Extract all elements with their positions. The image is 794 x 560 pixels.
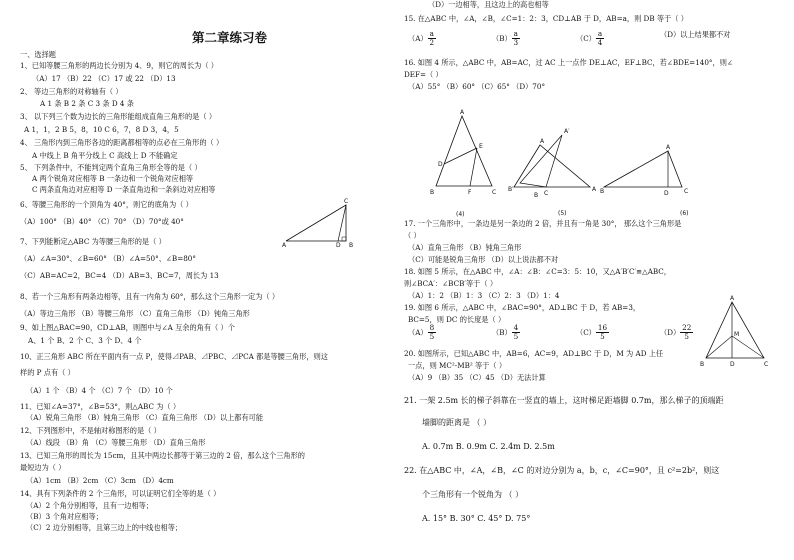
fraction-option — [576, 30, 604, 47]
question-line: （A）1：2 （B）1：3 （C）2：3 （D）1：4 — [408, 291, 560, 300]
question-line: 9、如上图△BAC=90，CD⊥AB，则图中与∠A 互余的角有（ ）个 — [20, 323, 235, 332]
question-line: 15. 在△ABC 中，∠A，∠B，∠C=1：2：3，CD⊥AB 于 D，AB=a，则 DB 等于（ ） — [404, 14, 688, 23]
fraction-option — [492, 30, 520, 47]
fig-label: E — [479, 143, 483, 150]
fig-label: B′ — [508, 186, 514, 193]
question-line: （C）AB=AC=2，BC=4 （D）AB=3、BC=7，周长为 13 — [20, 271, 219, 280]
figure-4 — [430, 108, 500, 218]
fraction-option — [576, 324, 609, 341]
fig-label: C — [684, 188, 689, 195]
q22-line1: 22. 在△ABC 中，∠A，∠B，∠C 的对边分别为 a，b，c，∠C=90°，且 c²=2b²，则这 — [404, 466, 720, 475]
denominator: 5 — [513, 332, 519, 341]
fig-label: A — [592, 186, 597, 193]
question-line: （A）等边三角形 （B）等腰三角形 （C）直角三角形 （D）钝角三角形 — [20, 309, 250, 318]
figure-4-label: (4) — [456, 211, 465, 218]
figure-6-label: (6) — [680, 210, 689, 217]
fig-label: D — [336, 242, 341, 249]
q22-line2: 个三角形有一个锐角为 （ ） — [422, 490, 524, 499]
fig-label: C — [344, 198, 349, 205]
denominator: 5 — [429, 332, 435, 341]
question-line: C 两条直角边对应相等 D 一条直角边和一条斜边对应相等 — [32, 185, 216, 194]
question-line: DEF=（ ） — [404, 70, 443, 79]
question-line: 最短边为（ ） — [20, 463, 66, 472]
numerator: 16 — [597, 323, 608, 332]
page-title: 第二章练习卷 — [192, 30, 268, 45]
fraction — [596, 324, 609, 341]
question-line: 16. 如图 4 所示，△ABC 中，AB=AC，过 AC 上一点作 DE⊥AC，EF⊥BC，若∠BDE=140°，则∠ — [404, 58, 733, 67]
fig-label: C — [544, 190, 549, 197]
fig-label: B — [600, 188, 605, 195]
denominator: 4 — [597, 38, 603, 47]
question-line: 则∠BCA′：∠BCB′等于（ ） — [404, 279, 498, 288]
q6-figure — [282, 198, 392, 248]
figure-5 — [508, 125, 598, 220]
fraction — [596, 30, 604, 47]
question-line: （A）1 个 （B）4 个 （C）7 个 （D）10 个 — [26, 386, 173, 395]
question-line: 10、正三角形 ABC 所在平面内有一点 P，使得⊿PAB、⊿PBC、⊿PCA 都是等腰三角形，则这 — [20, 352, 328, 361]
fig-label: D — [730, 361, 735, 368]
fig-label: M — [734, 331, 740, 338]
figure-5-label: (5) — [558, 210, 567, 217]
question-line: （C）2 边分别相等，且第三边上的中线也相等； — [26, 523, 183, 532]
question-line: 样的 P 点有（ ） — [20, 368, 75, 377]
question-line: A 1，1，2 B 5，8，10 C 6，7，8 D 3，4，5 — [24, 125, 179, 134]
fraction — [512, 30, 520, 47]
question-line: 13、已知三角形的周长为 15cm，且其中两边长都等于第三边的 2 倍，那么这个三角形的 — [20, 451, 305, 460]
fig-label: A — [730, 295, 735, 302]
q21-line1: 21. 一架 2.5m 长的梯子斜靠在一竖直的墙上，这时梯足距墙脚 0.7m，那么梯子的顶端距 — [404, 396, 724, 405]
question-line: 4、 三角形内到三角形各边的距离都相等的点必在三角形的（ ） — [20, 138, 224, 147]
question-line: A 中线上 B 角平分线上 C 高线上 D 不能确定 — [32, 151, 178, 160]
question-line: 19. 如图 6 所示，△ABC 中，∠BAC=90°，AD⊥BC 于 D，若 AB=3， — [404, 303, 641, 312]
question-line: A 两个锐角对应相等 B 一条边和一个锐角对应相等 — [32, 174, 194, 183]
question-line: 3、 以下列三个数为边长的三角形能组成直角三角形的是（ ） — [20, 112, 217, 121]
fig-label: A — [282, 242, 287, 249]
numerator: 8 — [429, 323, 435, 332]
question-line: （A）1cm （B）2cm （C）3cm （D）4cm — [26, 476, 174, 485]
option-label: （A） — [408, 328, 428, 337]
question-line: 17. 一个三角形中，一条边是另一条边的 2 倍，并且有一角是 30°， 那么这个三角形是 — [404, 219, 682, 228]
option-label: （D） — [660, 328, 681, 337]
q22-options: A. 15° B. 30° C. 45° D. 75° — [422, 514, 531, 523]
question-line: 11、已知∠A=37°，∠B=53°，则△ABC 为（ ） — [20, 402, 181, 411]
option-label: （B） — [492, 328, 512, 337]
question-line: A、1 个 B、2 个 C、3 个 D、4 个 — [28, 336, 142, 345]
question-line: BC=5，则 DC 的长度是（ ） — [408, 315, 506, 324]
figure-6 — [600, 145, 700, 220]
question-line: 12、下列图形中，不是轴对称图形的是（ ） — [20, 426, 161, 435]
question-line: 1、已知等腰三角形的两边长分别为 4、9，则它的周长为（ ） — [20, 61, 218, 70]
fraction-option — [660, 30, 730, 39]
fig-label: A — [666, 144, 671, 151]
fig-label: B — [349, 242, 354, 249]
question-line: 2、 等边三角形的对称轴有（ ） — [20, 87, 123, 96]
fig-label: B — [430, 189, 435, 196]
question-line: （C）可能是锐角三角形 （D）以上说法都不对 — [408, 255, 559, 264]
question-line: 20. 如图所示，已知△ABC 中，AB=6，AC=9，AD⊥BC 于 D，M 为 AD 上任 — [404, 349, 664, 358]
question-line: （D）一边相等，且这边上的高也相等 — [428, 0, 549, 9]
numerator: a — [429, 29, 434, 38]
fig-label: F — [468, 189, 472, 196]
section-heading: 一、选择题 — [20, 50, 56, 59]
question-line: （A）17 （B）22 （C）17 或 22 （D）13 — [32, 74, 176, 83]
fig-label: D — [438, 161, 443, 168]
question-line: （A）55° （B）60° （C）65° （D）70° — [408, 82, 546, 91]
fig-label: A′ — [564, 128, 570, 135]
fraction-option — [492, 324, 520, 341]
question-line: （A）线段 （B）角 （C）等腰三角形 （D）直角三角形 — [26, 438, 206, 447]
numerator: a — [597, 29, 603, 38]
q21-options: A. 0.7m B. 0.9m C. 2.4m D. 2.5m — [422, 442, 555, 451]
question-line: （A）100° （B）40° （C）70° （D）70°或 40° — [20, 217, 184, 226]
fig-label: A — [460, 109, 465, 116]
denominator: 5 — [684, 332, 689, 341]
numerator: a — [513, 29, 518, 38]
fig-label: B — [534, 192, 539, 199]
question-line: （A）直角三角形 （B）钝角三角形 — [408, 243, 522, 252]
fraction — [428, 324, 437, 341]
question-line: 6、等腰三角形的一个顶角为 40°，则它的底角为（ ） — [20, 200, 193, 209]
fig-label: D — [664, 190, 669, 197]
question-line: 8、若一个三角形有两条边相等，且有一内角为 60°，那么这个三角形一定为（ ） — [20, 292, 280, 301]
option-label: （A） — [408, 34, 428, 43]
denominator: 5 — [600, 332, 605, 341]
fig-label: C — [492, 189, 497, 196]
numerator: 4 — [513, 323, 519, 332]
question-line: （A）锐角三角形 （B）钝角三角形 （C）直角三角形 （D）以上都有可能 — [26, 413, 264, 422]
question-line: （B）3 个角对应相等； — [26, 512, 103, 521]
question-line: （A）9 （B）35 （C）45 （D）无法计算 — [408, 373, 546, 382]
fraction-option — [408, 324, 436, 341]
fraction — [428, 30, 436, 47]
q20-figure — [700, 296, 770, 368]
question-line: （A）∠A=30°、∠B=60° （B）∠A=50°、∠B=80° — [20, 254, 196, 263]
fig-label: B — [700, 361, 705, 368]
question-line: 18. 如图 5 所示，在△ABC 中，∠A：∠B：∠C=3：5：10，又△A′B′C′≌△ABC， — [404, 267, 671, 276]
fig-label: C — [764, 361, 769, 368]
question-line: 一点，则 MC²-MB² 等于（ ） — [408, 361, 507, 370]
fraction — [512, 324, 521, 341]
fraction-option — [408, 30, 436, 47]
denominator: 3 — [513, 38, 519, 47]
question-line: （A）2 个角分别相等，且有一边相等； — [26, 501, 154, 510]
option-label: （B） — [492, 34, 512, 43]
option-label: （D）以上结果都不对 — [660, 30, 731, 39]
question-line: 5、 下列条件中，不能判定两个直角三角形全等的是（ ） — [20, 163, 202, 172]
option-label: （C） — [576, 328, 596, 337]
numerator: 22 — [682, 323, 692, 332]
question-line: 14、具有下列条件的 2 个三角形，可以证明它们全等的是（ ） — [20, 489, 221, 498]
fraction — [680, 324, 693, 341]
denominator: 2 — [429, 38, 435, 47]
fraction-option — [660, 324, 693, 341]
fig-label: A — [540, 138, 545, 145]
question-line: 7、下列能断定△ABC 为等腰三角形的是（ ） — [20, 237, 166, 246]
question-line: （ ） — [404, 231, 421, 240]
option-label: （C） — [576, 34, 596, 43]
q21-line2: 墙脚的距离是 （ ） — [422, 418, 492, 427]
question-line: A 1 条 B 2 条 C 3 条 D 4 条 — [40, 99, 134, 108]
